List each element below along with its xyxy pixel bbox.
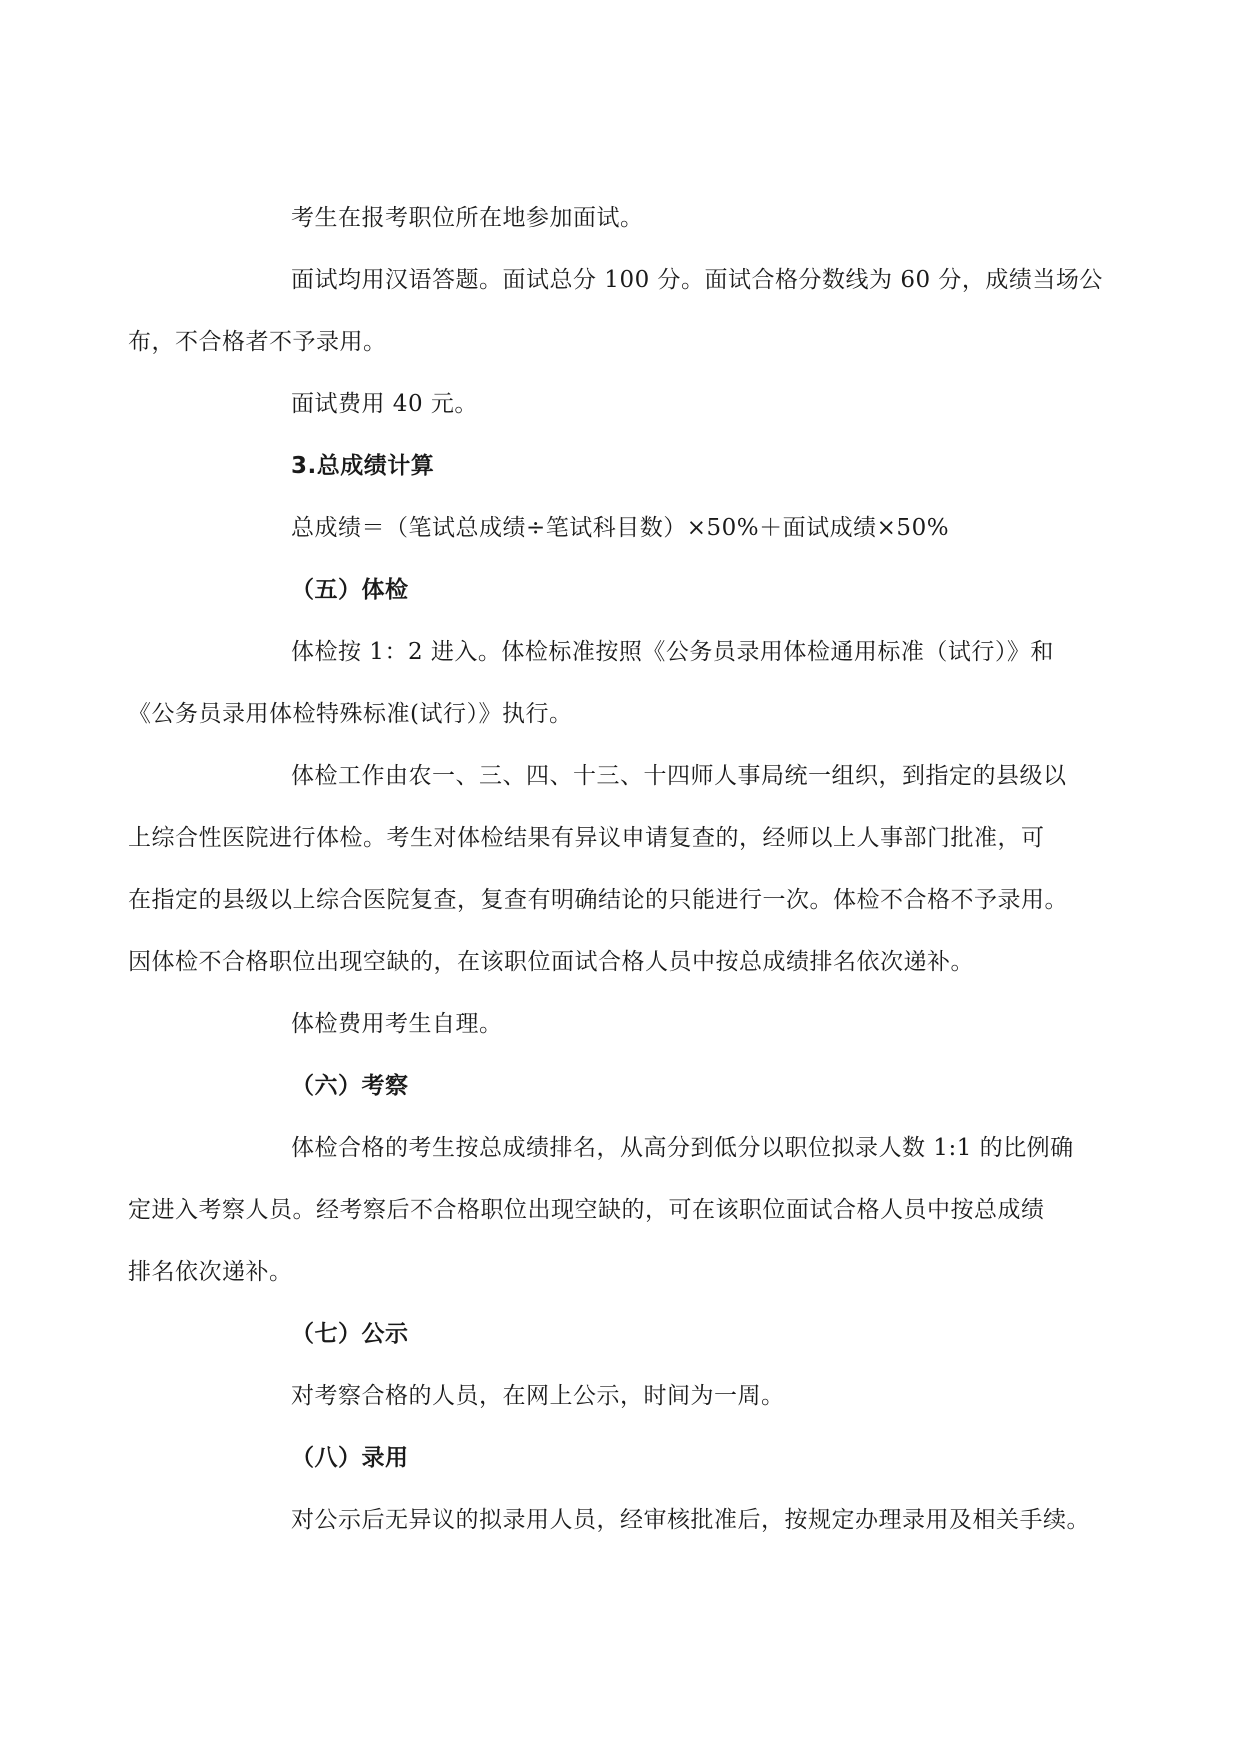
paragraph-exam-standard-cont: 《公务员录用体检特殊标准(试行）》执行。: [128, 701, 573, 727]
paragraph-interview-fee: 面试费用 40 元。: [291, 391, 478, 417]
paragraph-exam-organization-cont1: 上综合性医院进行体检。考生对体检结果有异议申请复查的，经师以上人事部门批准，可: [128, 825, 1045, 851]
paragraph-employment: 对公示后无异议的拟录用人员，经审核批准后，按规定办理录用及相关手续。: [291, 1507, 1090, 1533]
formula-total-score: 总成绩＝（笔试总成绩÷笔试科目数）×50%＋面试成绩×50%: [291, 515, 950, 541]
paragraph-exam-standard: 体检按 1：2 进入。体检标准按照《公务员录用体检通用标准（试行）》和: [291, 639, 1054, 665]
paragraph-interview-score: 面试均用汉语答题。面试总分 100 分。面试合格分数线为 60 分，成绩当场公: [291, 267, 1103, 293]
paragraph-exam-organization-cont2: 在指定的县级以上综合医院复查，复查有明确结论的只能进行一次。体检不合格不予录用。: [128, 887, 1068, 913]
heading-employment: （八）录用: [291, 1445, 409, 1471]
heading-investigation: （六）考察: [291, 1073, 409, 1099]
paragraph-interview-score-cont: 布，不合格者不予录用。: [128, 329, 387, 355]
paragraph-interview-location: 考生在报考职位所在地参加面试。: [291, 205, 644, 231]
paragraph-exam-fee: 体检费用考生自理。: [291, 1011, 503, 1037]
paragraph-investigation-cont2: 排名依次递补。: [128, 1259, 293, 1285]
heading-total-score: 3.总成绩计算: [291, 453, 435, 479]
paragraph-exam-organization: 体检工作由农一、三、四、十三、十四师人事局统一组织，到指定的县级以: [291, 763, 1067, 789]
paragraph-investigation: 体检合格的考生按总成绩排名，从高分到低分以职位拟录人数 1:1 的比例确: [291, 1135, 1074, 1161]
paragraph-investigation-cont1: 定进入考察人员。经考察后不合格职位出现空缺的，可在该职位面试合格人员中按总成绩: [128, 1197, 1045, 1223]
paragraph-public-notice: 对考察合格的人员，在网上公示，时间为一周。: [291, 1383, 785, 1409]
paragraph-exam-organization-cont3: 因体检不合格职位出现空缺的，在该职位面试合格人员中按总成绩排名依次递补。: [128, 949, 974, 975]
heading-physical-exam: （五）体检: [291, 577, 409, 603]
heading-public-notice: （七）公示: [291, 1321, 409, 1347]
